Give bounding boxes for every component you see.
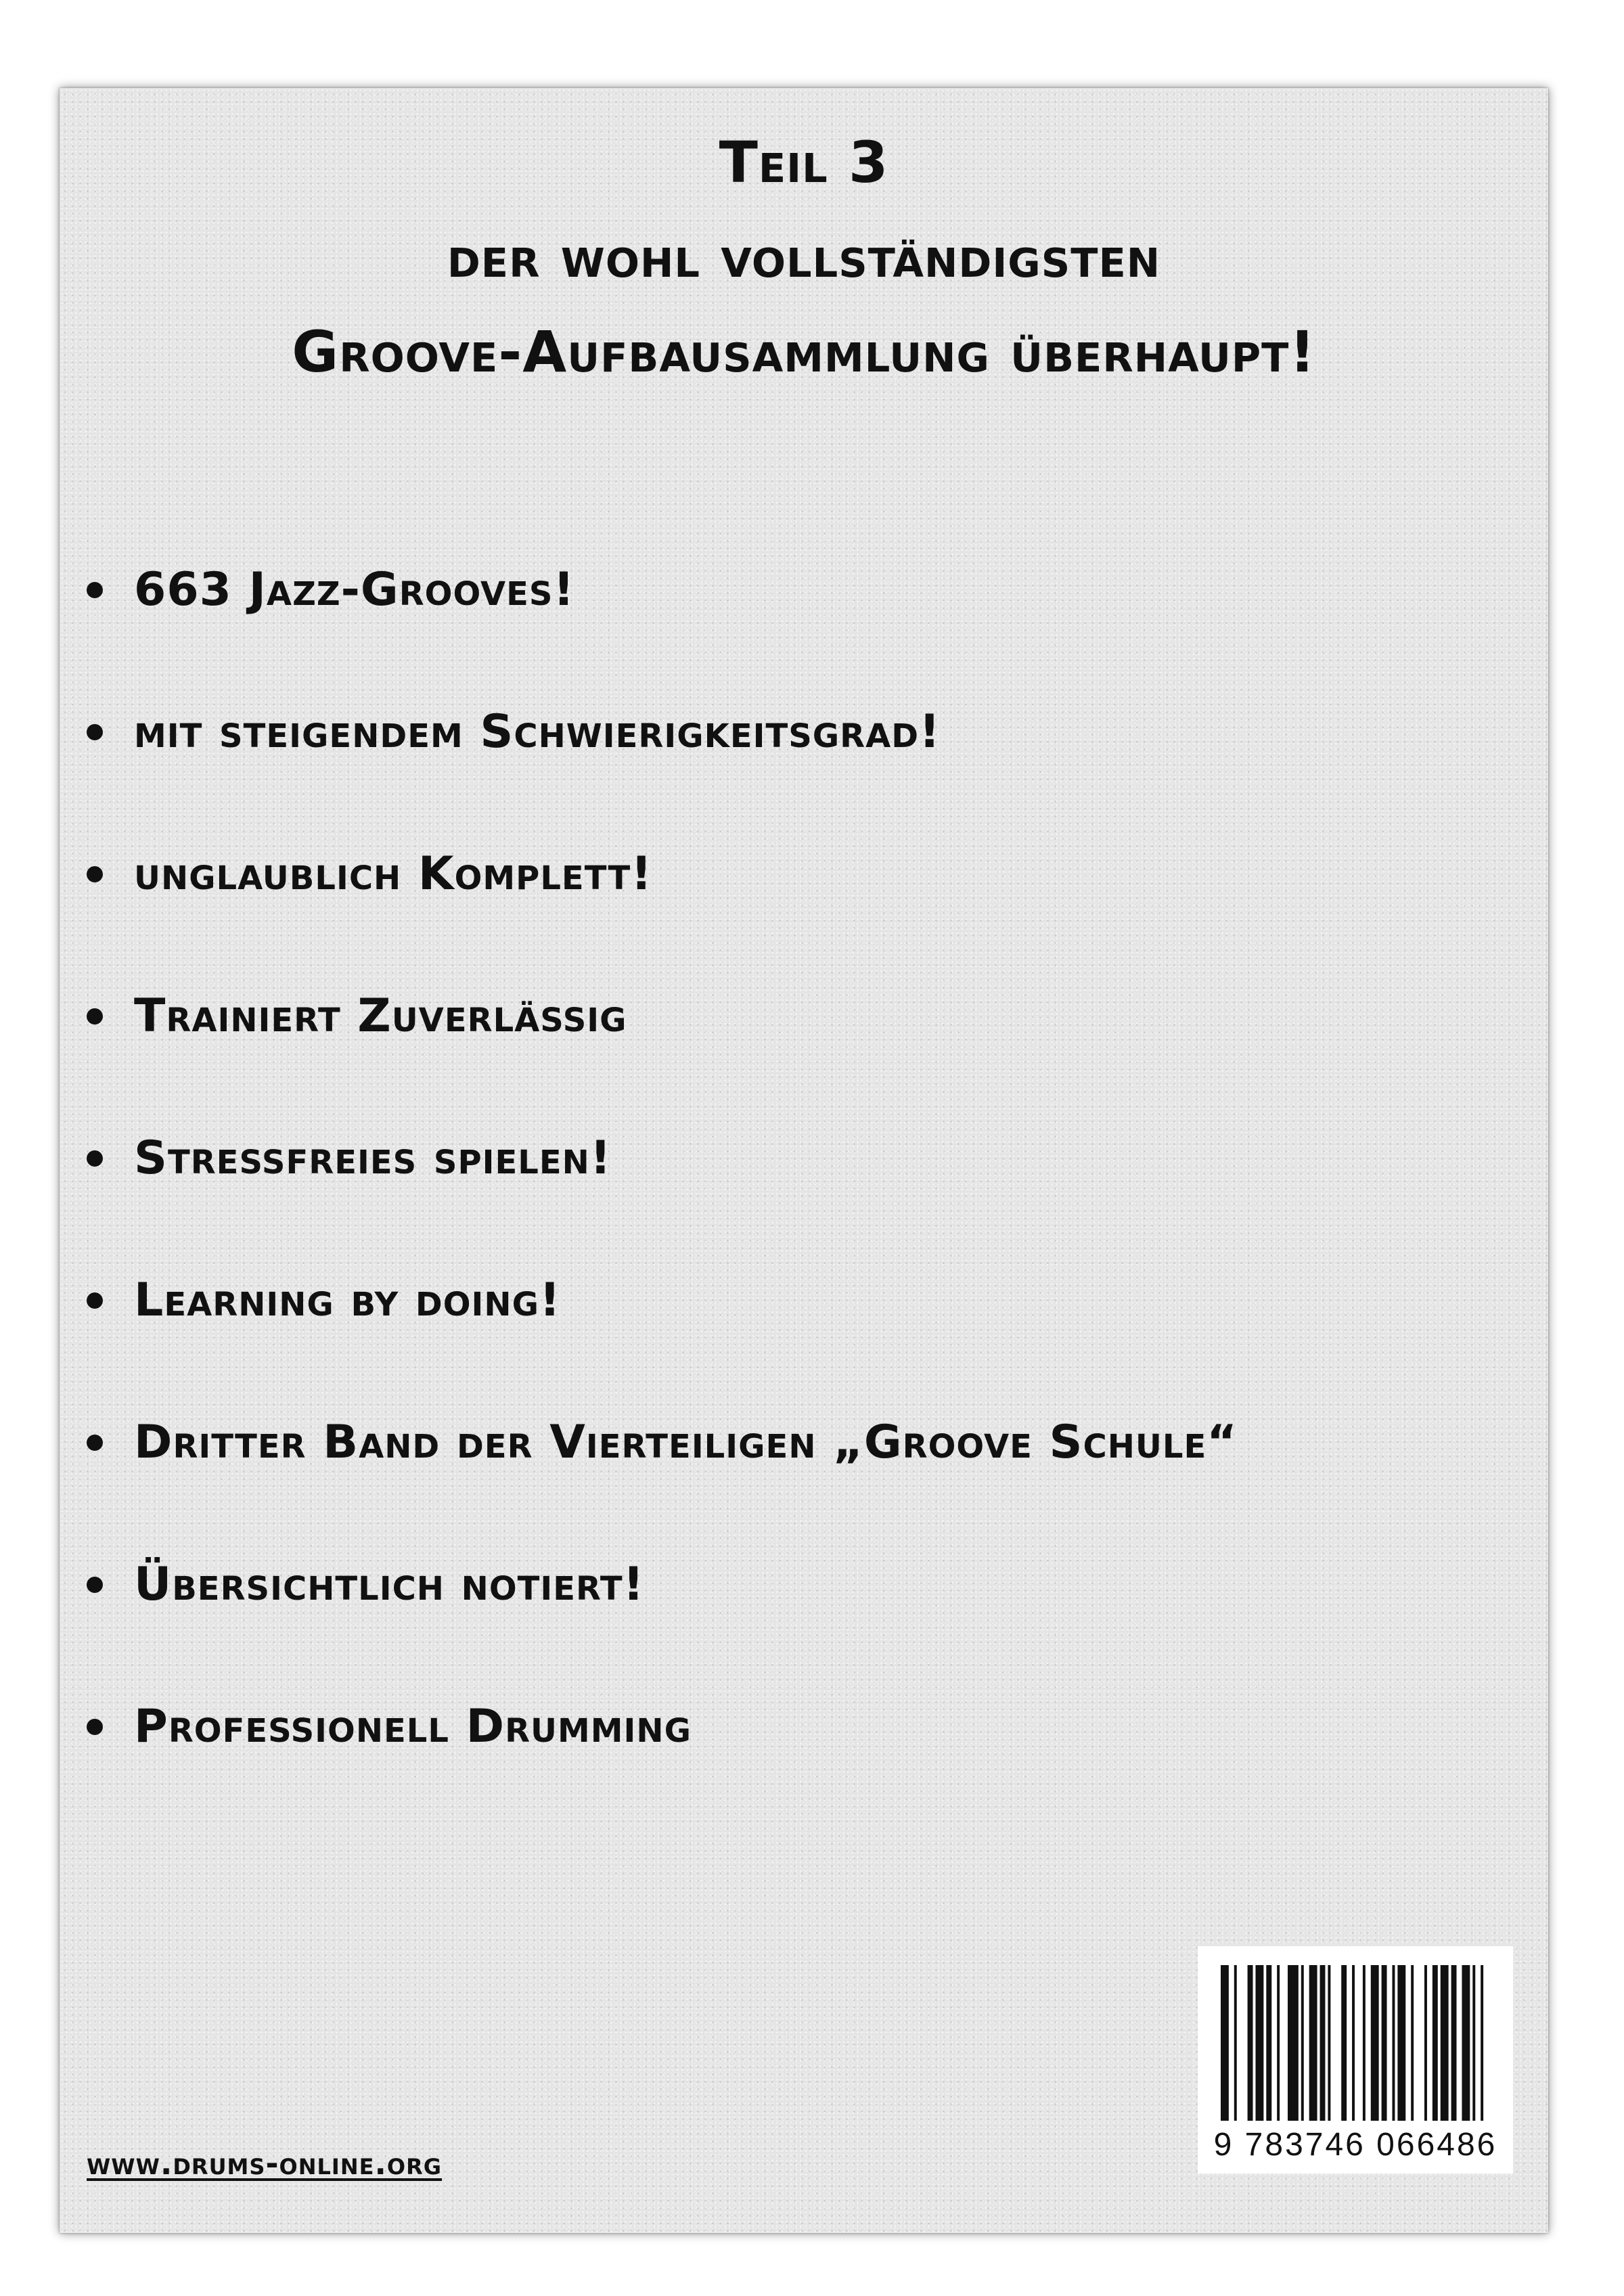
bullet-icon: [87, 1008, 103, 1025]
title-line-collection: Groove-Aufbausammlung überhaupt!: [292, 319, 1316, 385]
title-line-subtitle: der wohl vollständigsten: [447, 224, 1161, 290]
feature-text: mit steigendem Schwierigkeitsgrad!: [134, 705, 941, 759]
title-line-volume: Teil 3: [719, 129, 889, 196]
bullet-icon: [87, 1292, 103, 1309]
bullet-icon: [87, 724, 103, 740]
bullet-icon: [87, 582, 103, 598]
feature-item: [87, 1414, 1521, 1556]
feature-text: unglaublich Komplett!: [134, 847, 653, 901]
book-back-cover: [60, 88, 1548, 2233]
website-link[interactable]: www.drums-online.org: [87, 2145, 443, 2182]
feature-item: [87, 1556, 1521, 1698]
feature-text: Übersichtlich notiert!: [134, 1558, 645, 1611]
feature-item: [87, 1698, 1521, 1841]
title-block: [60, 115, 1548, 399]
feature-text: Dritter Band der Vierteiligen „Groove Schule“: [134, 1416, 1238, 1469]
feature-text: Stressfreies spielen!: [134, 1131, 612, 1185]
bullet-icon: [87, 1435, 103, 1451]
bullet-icon: [87, 1719, 103, 1735]
feature-item: [87, 1272, 1521, 1414]
feature-text: Learning by doing!: [134, 1274, 561, 1327]
barcode-number: 9 783746 066486: [1213, 2127, 1497, 2163]
feature-item: [87, 846, 1521, 988]
feature-item: [87, 988, 1521, 1130]
feature-text: Professionell Drumming: [134, 1700, 692, 1753]
bullet-icon: [87, 1150, 103, 1167]
feature-text: 663 Jazz-Grooves!: [134, 563, 575, 616]
feature-item: [87, 562, 1521, 704]
feature-item: [87, 704, 1521, 846]
isbn-barcode: [1198, 1946, 1513, 2174]
feature-text: Trainiert Zuverlässig: [134, 989, 627, 1043]
bullet-icon: [87, 866, 103, 882]
feature-item: [87, 1130, 1521, 1272]
barcode-icon: [1221, 1965, 1491, 2121]
bullet-icon: [87, 1577, 103, 1593]
feature-list: [87, 562, 1521, 1841]
